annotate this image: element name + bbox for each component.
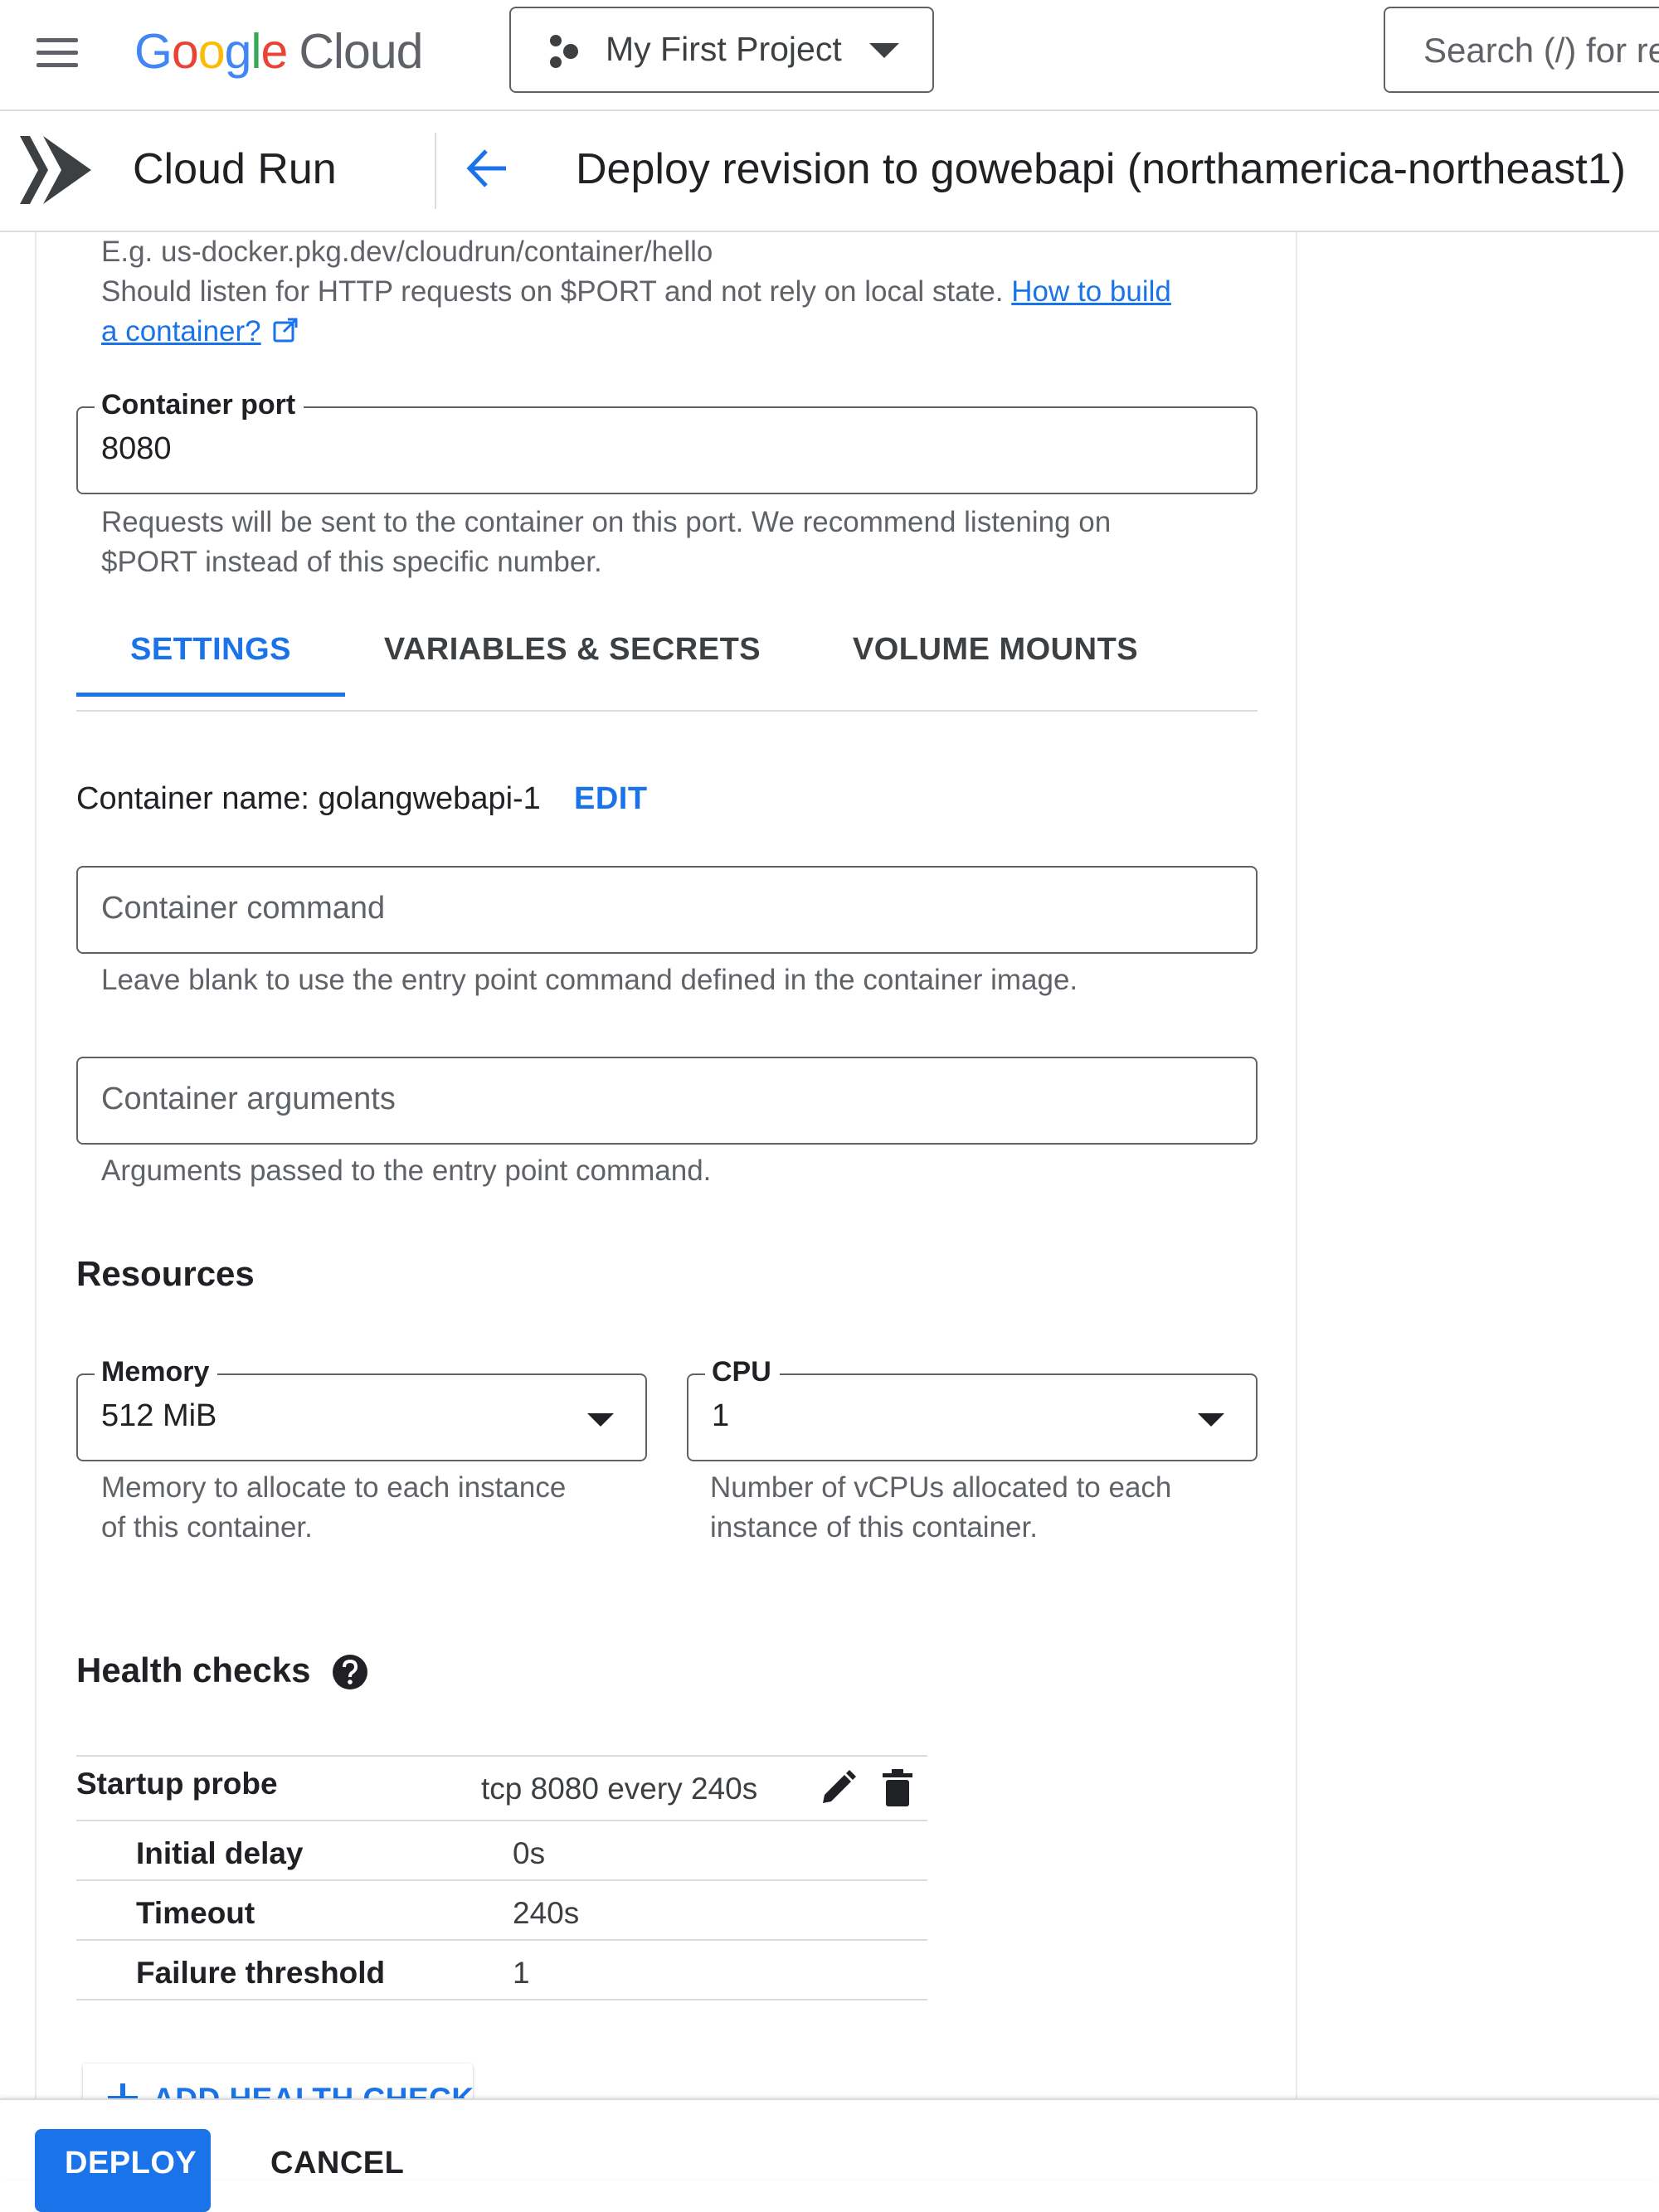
chevron-down-icon <box>869 43 899 60</box>
memory-select[interactable] <box>76 1356 647 1461</box>
memory-help-1: Memory to allocate to each instance <box>101 1471 567 1504</box>
probe-row-line-1 <box>76 1820 927 1821</box>
delete-trash-icon[interactable] <box>876 1767 919 1810</box>
cpu-help-1: Number of vCPUs allocated to each <box>710 1471 1172 1504</box>
container-arguments-input[interactable] <box>101 1077 1229 1121</box>
container-arguments-field[interactable] <box>76 1057 1258 1145</box>
initial-delay-label: Initial delay <box>136 1836 304 1870</box>
memory-dropdown-arrow-icon <box>587 1413 614 1427</box>
header-divider <box>435 133 436 209</box>
failure-threshold-label: Failure threshold <box>136 1956 386 1990</box>
container-port-help-2: $PORT instead of this specific number. <box>101 546 602 578</box>
top-app-bar <box>0 0 1659 111</box>
health-checks-heading: Health checks <box>76 1650 311 1689</box>
tabs-divider <box>76 710 1258 712</box>
project-name: My First Project <box>606 30 842 68</box>
how-to-build-link-line2[interactable]: a container? <box>101 312 299 352</box>
image-listen-hint: Should listen for HTTP requests on $PORT and not rely on local state. How to build <box>101 275 1171 308</box>
project-picker-button[interactable] <box>509 7 934 93</box>
resources-heading: Resources <box>76 1254 255 1293</box>
product-name: Cloud Run <box>133 145 337 193</box>
cpu-select[interactable] <box>687 1356 1258 1461</box>
form-right-border <box>1296 232 1297 2098</box>
cloud-run-logo-icon <box>18 131 95 209</box>
cpu-label: CPU <box>705 1354 780 1390</box>
tab-settings[interactable]: SETTINGS <box>76 620 345 697</box>
how-to-build-link[interactable]: How to build <box>1011 275 1171 308</box>
edit-pencil-icon[interactable] <box>816 1767 859 1810</box>
initial-delay-value: 0s <box>513 1836 546 1870</box>
product-header-bar <box>0 111 1659 232</box>
probe-row-line-4 <box>76 1999 927 2001</box>
startup-probe-summary: tcp 8080 every 240s <box>481 1772 758 1806</box>
memory-label: Memory <box>95 1354 217 1390</box>
container-arguments-help: Arguments passed to the entry point command. <box>101 1155 712 1187</box>
back-arrow-icon[interactable] <box>460 141 514 196</box>
main-menu-icon[interactable] <box>33 35 80 71</box>
image-url-example: E.g. us-docker.pkg.dev/cloudrun/container/hello <box>101 236 713 268</box>
container-name: Container name: golangwebapi-1 <box>76 781 541 816</box>
cpu-value: 1 <box>712 1398 730 1433</box>
tab-variables-secrets[interactable]: VARIABLES & SECRETS <box>383 632 761 667</box>
container-command-help: Leave blank to use the entry point command defined in the container image. <box>101 964 1078 996</box>
startup-probe-label: Startup probe <box>76 1767 278 1801</box>
active-tab-indicator <box>76 693 345 697</box>
timeout-value: 240s <box>513 1896 580 1930</box>
probe-table-top-line <box>76 1755 927 1757</box>
form-left-border <box>35 232 36 2098</box>
container-port-label: Container port <box>95 386 304 423</box>
cpu-dropdown-arrow-icon <box>1198 1413 1224 1427</box>
tab-volume-mounts[interactable]: VOLUME MOUNTS <box>852 632 1139 667</box>
google-cloud-logo[interactable]: Google Cloud <box>134 24 423 79</box>
container-port-help-1: Requests will be sent to the container on this port. We recommend listening on <box>101 506 1112 538</box>
container-command-input[interactable] <box>101 886 1229 931</box>
edit-container-name-button[interactable]: EDIT <box>574 781 648 816</box>
container-command-field[interactable] <box>76 866 1258 954</box>
external-link-icon <box>272 318 299 344</box>
container-port-input[interactable] <box>101 426 1229 471</box>
cpu-help-2: instance of this container. <box>710 1511 1038 1544</box>
memory-help-2: of this container. <box>101 1511 313 1544</box>
memory-value: 512 MiB <box>101 1398 217 1433</box>
search-box[interactable] <box>1384 7 1659 93</box>
cancel-button[interactable]: CANCEL <box>270 2146 405 2180</box>
help-icon[interactable] <box>332 1654 368 1690</box>
timeout-label: Timeout <box>136 1896 255 1930</box>
action-bar <box>0 2098 1659 2179</box>
failure-threshold-value: 1 <box>513 1956 530 1990</box>
search-input[interactable] <box>1423 30 1659 71</box>
page-title: Deploy revision to gowebapi (northamerica-northeast1) <box>576 145 1626 193</box>
container-port-field[interactable] <box>76 389 1258 494</box>
probe-row-line-3 <box>76 1939 927 1941</box>
deploy-form <box>0 232 1659 2098</box>
probe-row-line-2 <box>76 1879 927 1881</box>
deploy-button[interactable]: DEPLOY <box>35 2129 211 2212</box>
project-hexagons-icon <box>546 33 584 70</box>
